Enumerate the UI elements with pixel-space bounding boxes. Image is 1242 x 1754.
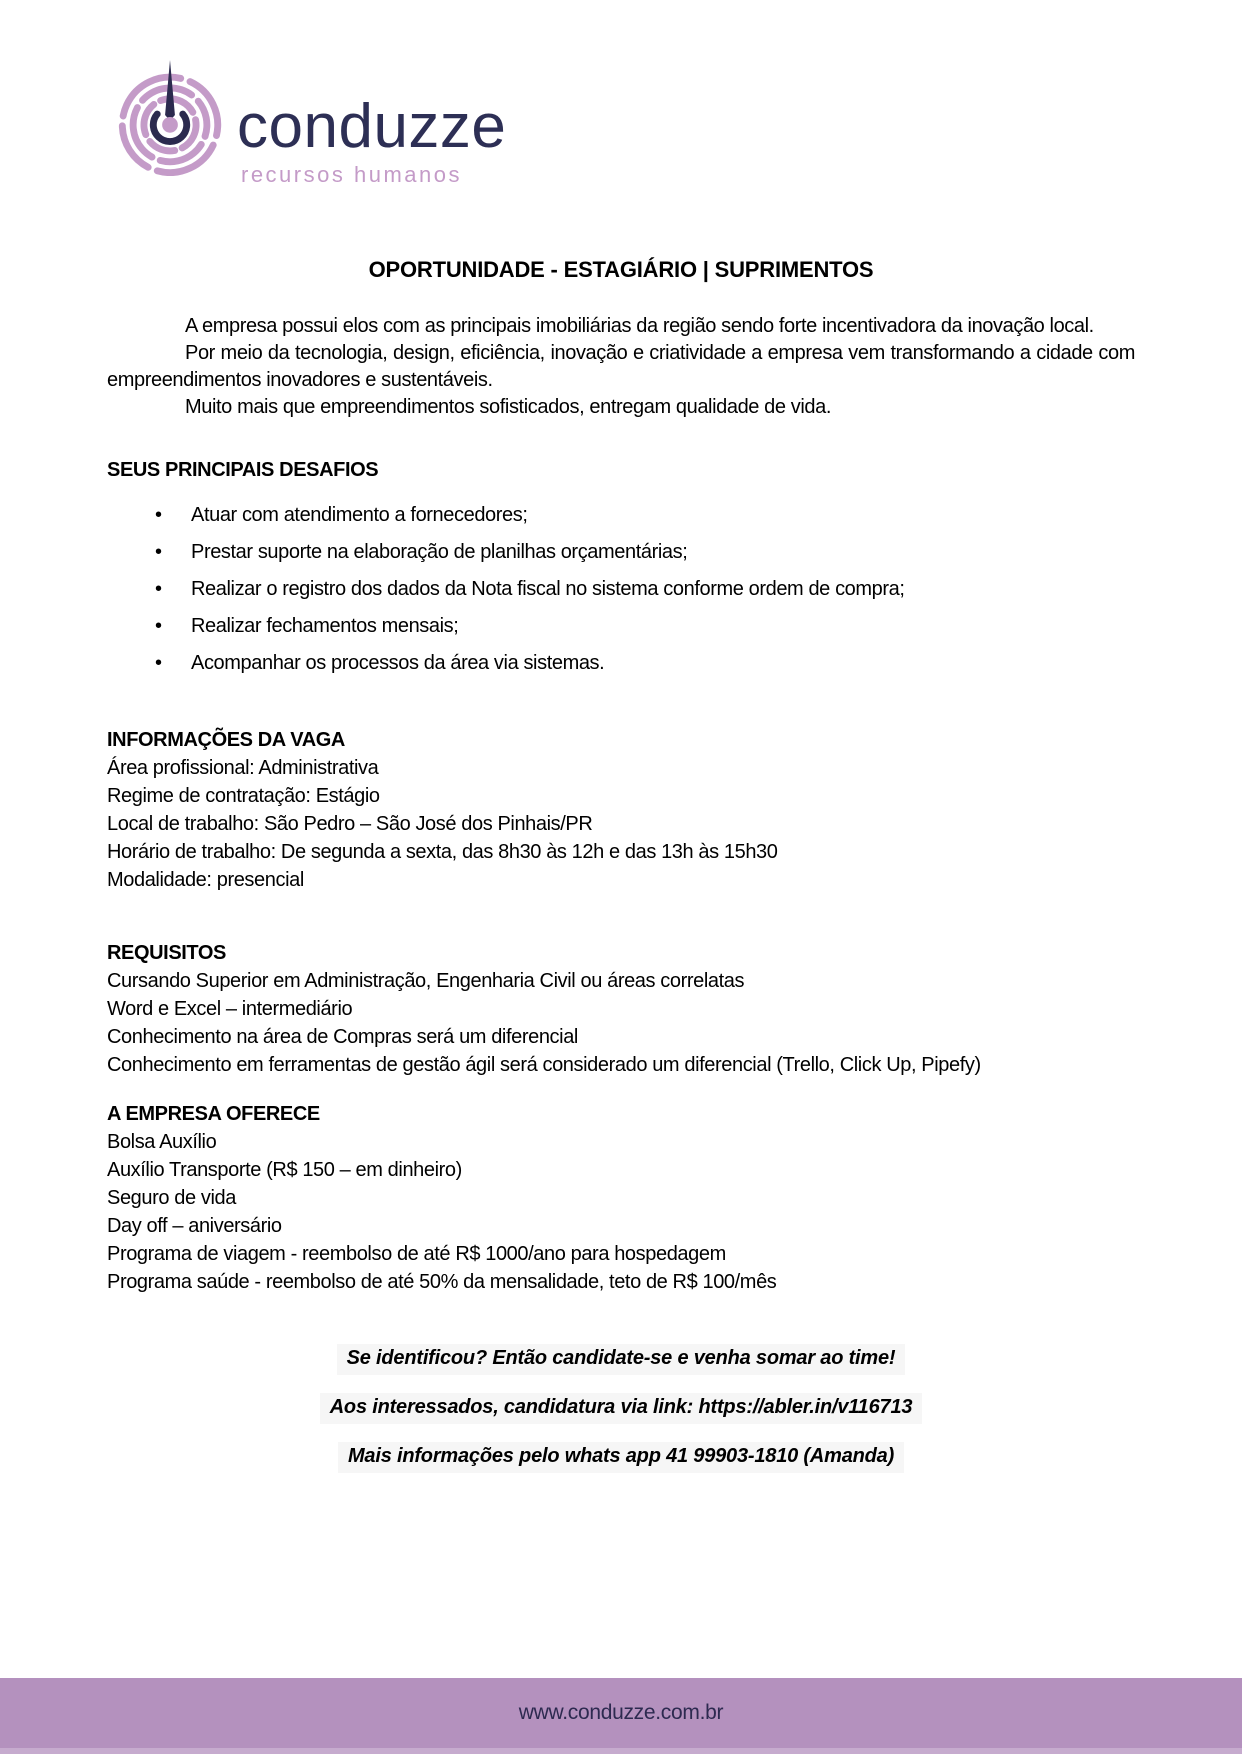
abler-link[interactable]: https://abler.in/v116713: [698, 1396, 913, 1418]
list-item: • Atuar com atendimento a fornecedores;: [191, 502, 1135, 529]
beneficio-line: Auxílio Transporte (R$ 150 – em dinheiro): [107, 1159, 462, 1181]
cta-link-prefix: Aos interessados, candidatura via link:: [329, 1396, 699, 1418]
cta-line-3: Mais informações pelo whats app 41 99903-1810 (Amanda): [107, 1442, 1135, 1473]
desafios-list: [107, 502, 1135, 677]
info-line: Regime de contratação: Estágio: [107, 785, 380, 807]
beneficio-line: Programa de viagem - reembolso de até R$ 1000/ano para hospedagem: [107, 1243, 726, 1265]
intro-paragraph-3: Muito mais que empreendimentos sofisticados, entregam qualidade de vida.: [185, 396, 832, 418]
info-line: Área profissional: Administrativa: [107, 757, 379, 779]
list-item: • Realizar o registro dos dados da Nota fiscal no sistema conforme ordem de compra;: [191, 576, 1135, 603]
conduzze-logo-icon: [113, 58, 227, 176]
informacoes-lines: [107, 754, 1135, 894]
cta-line-1: Se identificou? Então candidate-se e venha somar ao time!: [107, 1344, 1135, 1375]
requisito-line: Cursando Superior em Administração, Engenharia Civil ou áreas correlatas: [107, 970, 745, 992]
footer-bar: [0, 1678, 1242, 1754]
list-item: • Acompanhar os processos da área via sistemas.: [191, 650, 1135, 677]
info-line: Horário de trabalho: De segunda a sexta, das 8h30 às 12h e das 13h às 15h30: [107, 841, 778, 863]
section-heading-empresa-oferece: A EMPRESA OFERECE: [107, 1103, 320, 1125]
page-title: OPORTUNIDADE - ESTAGIÁRIO | SUPRIMENTOS: [368, 257, 874, 282]
list-item: • Realizar fechamentos mensais;: [191, 613, 1135, 640]
requisito-line: Conhecimento na área de Compras será um diferencial: [107, 1026, 578, 1048]
logo-tagline: recursos humanos: [241, 162, 462, 187]
beneficios-lines: [107, 1128, 1135, 1296]
document-body: [107, 256, 1135, 1491]
section-heading-informacoes: INFORMAÇÕES DA VAGA: [107, 729, 345, 751]
info-line: Local de trabalho: São Pedro – São José dos Pinhais/PR: [107, 813, 593, 835]
logo-text: [237, 92, 507, 188]
section-heading-requisitos: REQUISITOS: [107, 942, 226, 964]
intro-paragraph-1: A empresa possui elos com as principais imobiliárias da região sendo forte incentivadora da inovação local.: [185, 315, 1094, 337]
intro-paragraph-2: Por meio da tecnologia, design, eficiência, inovação e criatividade a empresa vem transformando a cidade com empreendimentos inovadores e sustentáveis.: [107, 342, 1135, 391]
info-line: Modalidade: presencial: [107, 869, 304, 891]
cta-line-2: [107, 1393, 1135, 1424]
section-heading-desafios: SEUS PRINCIPAIS DESAFIOS: [107, 459, 379, 481]
list-item: • Prestar suporte na elaboração de planilhas orçamentárias;: [191, 539, 1135, 566]
requisitos-lines: [107, 967, 1135, 1079]
beneficio-line: Day off – aniversário: [107, 1215, 282, 1237]
logo-brand: conduzze: [237, 92, 507, 161]
footer-url[interactable]: www.conduzze.com.br: [518, 1701, 724, 1724]
requisito-line: Word e Excel – intermediário: [107, 998, 353, 1020]
beneficio-line: Seguro de vida: [107, 1187, 236, 1209]
requisito-line: Conhecimento em ferramentas de gestão ágil será considerado um diferencial (Trello, Click Up, Pipefy): [107, 1054, 981, 1076]
logo: [113, 58, 506, 188]
call-to-action: [107, 1344, 1135, 1473]
beneficio-line: Programa saúde - reembolso de até 50% da mensalidade, teto de R$ 100/mês: [107, 1271, 777, 1293]
beneficio-line: Bolsa Auxílio: [107, 1131, 217, 1153]
